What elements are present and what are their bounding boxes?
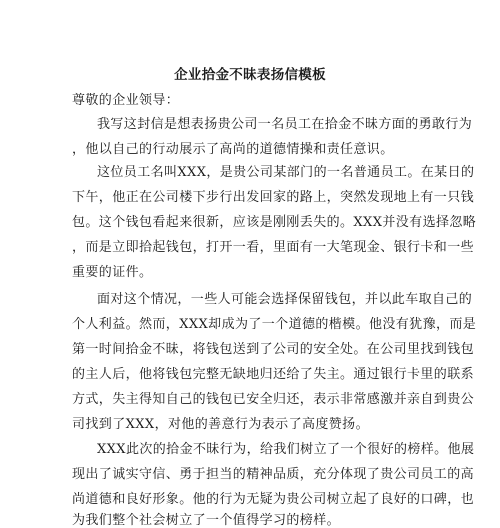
paragraph-line: 的主人后，他将钱包完整无缺地归还给了失主。通过银行卡里的联系 bbox=[72, 367, 475, 382]
paragraph-line: 现出了诚实守信、勇于担当的精神品质，充分体现了贵公司员工的高 bbox=[72, 467, 475, 482]
paragraph-line: XXX此次的拾金不昧行为，给我们树立了一个很好的榜样。他展 bbox=[97, 442, 475, 457]
document-title: 企业拾金不昧表扬信模板 bbox=[174, 67, 326, 83]
paragraph-line: 重要的证件。 bbox=[72, 265, 153, 280]
paragraph-line: 方式，失主得知自己的钱包已安全归还，表示非常感激并亲自到贵公 bbox=[72, 392, 475, 407]
greeting: 尊敬的企业领导： bbox=[72, 93, 180, 108]
paragraph-line: 为我们整个社会树立了一个值得学习的榜样。 bbox=[72, 513, 341, 528]
paragraph-line: 面对这个情况，一些人可能会选择保留钱包，并以此车取自己的 bbox=[97, 292, 473, 307]
paragraph-line: 第一时间拾金不昧，将钱包送到了公司的安全处。在公司里找到钱包 bbox=[72, 342, 475, 357]
paragraph-line: 下午，他正在公司楼下步行出发回家的路上，突然发现地上有一只钱 bbox=[72, 190, 475, 205]
paragraph-line: 个人利益。然而，XXX却成为了一个道德的楷模。他没有犹豫，而是 bbox=[72, 317, 477, 332]
paragraph-line: ，他以自己的行动展示了高尚的道德情操和责任意识。 bbox=[72, 142, 394, 157]
paragraph-line: 这位员工名叫XXX，是贵公司某部门的一名普通员工。在某日的 bbox=[97, 165, 475, 180]
paragraph-line: ，而是立即拾起钱包，打开一看，里面有一大笔现金、银行卡和一些 bbox=[72, 240, 475, 255]
paragraph-line: 包。这个钱包看起来很新，应该是刚刚丢失的。XXX并没有选择忽略 bbox=[72, 215, 477, 230]
paragraph-line: 尚道德和良好形象。他的行为无疑为贵公司树立起了良好的口碑，也 bbox=[72, 492, 475, 507]
paragraph-line: 我写这封信是想表扬贵公司一名员工在拾金不昧方面的勇敢行为 bbox=[97, 117, 473, 132]
paragraph-line: 司找到了XXX，对他的善意行为表示了高度赞扬。 bbox=[72, 417, 369, 432]
